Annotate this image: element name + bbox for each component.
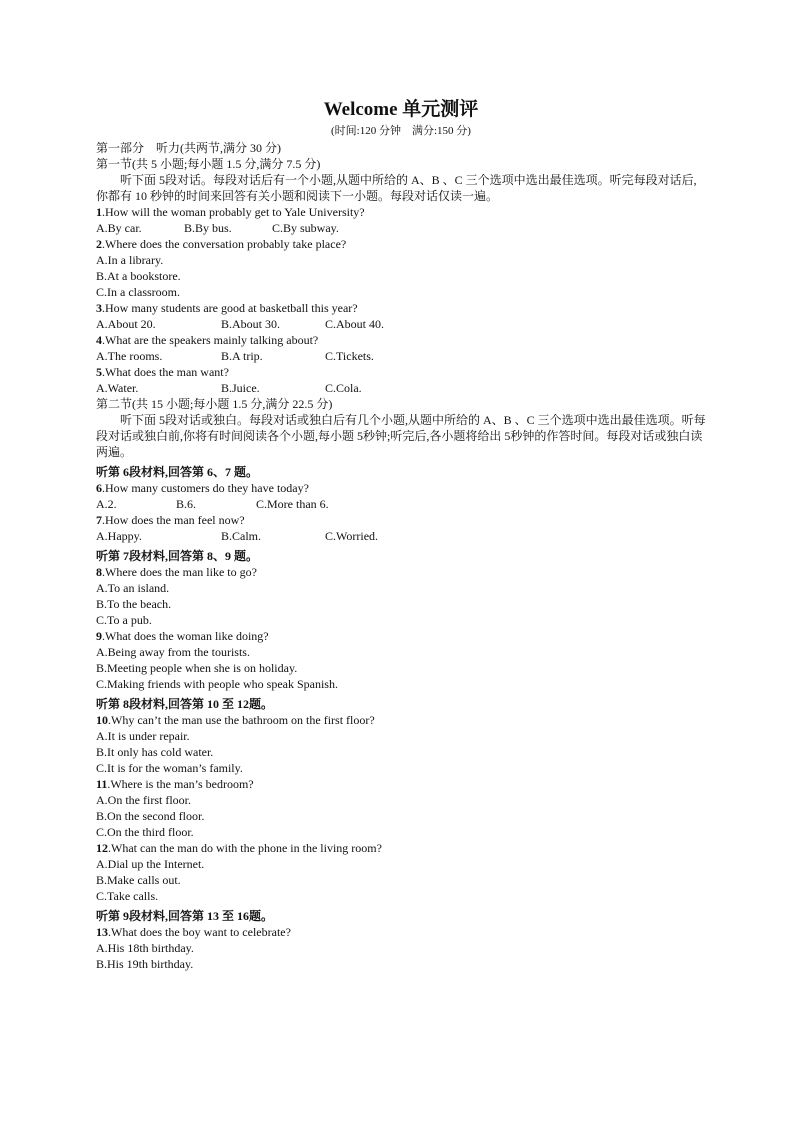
option-a[interactable]: A.2. xyxy=(96,497,117,511)
option-b[interactable]: B.6. xyxy=(176,497,197,511)
question-text: .Where is the man’s bedroom? xyxy=(107,777,254,791)
option-c[interactable]: C.About 40. xyxy=(325,317,385,331)
section2-instructions: 听下面 5段对话或独白。每段对话或独白后有几个小题,从题中所给的 A、B 、C 三个选项中选出最佳选项。听每段对话或独白前,你将有时间阅读各个小题,每小题 5秒钟;听完后,各小题将给出 5秒钟的作答时间。每段对话或独白读两遍。 xyxy=(96,413,706,459)
question-number: 8 xyxy=(96,565,102,579)
question-text: .What does the woman like doing? xyxy=(102,629,269,643)
question-text: .How will the woman probably get to Yale University? xyxy=(102,205,365,219)
material-heading: 听第 6段材料,回答第 6、7 题。 xyxy=(96,465,259,479)
question-number: 7 xyxy=(96,513,102,527)
material-heading: 听第 9段材料,回答第 13 至 16题。 xyxy=(96,909,274,923)
question-9 xyxy=(96,628,706,644)
question-number: 10 xyxy=(96,713,108,727)
question-text: .What are the speakers mainly talking about? xyxy=(102,333,319,347)
question-text: .How many customers do they have today? xyxy=(102,481,309,495)
option-b[interactable]: B.It only has cold water. xyxy=(96,745,214,759)
option-b[interactable]: B.Juice. xyxy=(221,381,260,395)
option-a[interactable]: A.In a library. xyxy=(96,253,164,267)
question-number: 9 xyxy=(96,629,102,643)
option-c[interactable]: C.Cola. xyxy=(325,381,362,395)
option-b[interactable]: B.At a bookstore. xyxy=(96,269,181,283)
question-2 xyxy=(96,236,706,252)
option-c[interactable]: C.Tickets. xyxy=(325,349,374,363)
question-number: 13 xyxy=(96,925,108,939)
option-a[interactable]: A.Being away from the tourists. xyxy=(96,645,250,659)
option-c[interactable]: C.More than 6. xyxy=(256,497,329,511)
option-b[interactable]: B.His 19th birthday. xyxy=(96,957,194,971)
exam-page xyxy=(96,98,706,972)
options-4 xyxy=(96,348,706,364)
section1-instructions: 听下面 5段对话。每段对话后有一个小题,从题中所给的 A、B 、C 三个选项中选出最佳选项。听完每段对话后,你都有 10 秒钟的时间来回答有关小题和阅读下一小题。每段对话仅读一遍。 xyxy=(96,173,697,203)
option-c[interactable]: C.Making friends with people who speak Spanish. xyxy=(96,677,338,691)
question-number: 5 xyxy=(96,365,102,379)
question-number: 3 xyxy=(96,301,102,315)
question-text: .Where does the man like to go? xyxy=(102,565,257,579)
options-7 xyxy=(96,528,706,544)
option-b[interactable]: B.By bus. xyxy=(184,221,232,235)
question-4 xyxy=(96,332,706,348)
option-a[interactable]: A.Dial up the Internet. xyxy=(96,857,205,871)
question-11 xyxy=(96,776,706,792)
option-b[interactable]: B.About 30. xyxy=(221,317,281,331)
options-6 xyxy=(96,496,706,512)
question-number: 2 xyxy=(96,237,102,251)
option-a[interactable]: A.On the first floor. xyxy=(96,793,191,807)
option-a[interactable]: A.The rooms. xyxy=(96,349,163,363)
options-5 xyxy=(96,380,706,396)
material-heading: 听第 8段材料,回答第 10 至 12题。 xyxy=(96,697,274,711)
question-text: .Why can’t the man use the bathroom on the first floor? xyxy=(108,713,375,727)
question-6 xyxy=(96,480,706,496)
material-heading: 听第 7段材料,回答第 8、9 题。 xyxy=(96,549,259,563)
option-a[interactable]: A.Water. xyxy=(96,381,139,395)
option-a[interactable]: A.His 18th birthday. xyxy=(96,941,194,955)
question-text: .How does the man feel now? xyxy=(102,513,245,527)
question-5 xyxy=(96,364,706,380)
question-10 xyxy=(96,712,706,728)
question-7 xyxy=(96,512,706,528)
option-c[interactable]: C.Take calls. xyxy=(96,889,159,903)
question-1 xyxy=(96,204,706,220)
question-number: 4 xyxy=(96,333,102,347)
question-3 xyxy=(96,300,706,316)
exam-info: (时间:120 分钟 满分:150 分) xyxy=(331,125,471,137)
option-b[interactable]: B.Make calls out. xyxy=(96,873,181,887)
options-1 xyxy=(96,220,706,236)
option-c[interactable]: C.By subway. xyxy=(272,221,339,235)
option-a[interactable]: A.It is under repair. xyxy=(96,729,190,743)
option-c[interactable]: C.To a pub. xyxy=(96,613,152,627)
page-title: Welcome 单元测评 xyxy=(323,99,479,120)
question-12 xyxy=(96,840,706,856)
option-b[interactable]: B.Calm. xyxy=(221,529,262,543)
option-a[interactable]: A.About 20. xyxy=(96,317,156,331)
option-b[interactable]: B.A trip. xyxy=(221,349,263,363)
question-8 xyxy=(96,564,706,580)
option-b[interactable]: B.To the beach. xyxy=(96,597,172,611)
question-text: .Where does the conversation probably take place? xyxy=(102,237,347,251)
question-number: 11 xyxy=(96,777,108,791)
section2-heading: 第二节(共 15 小题;每小题 1.5 分,满分 22.5 分) xyxy=(96,397,333,411)
question-text: .What does the man want? xyxy=(102,365,229,379)
part-heading: 第一部分 听力(共两节,满分 30 分) xyxy=(96,141,281,155)
section1-heading: 第一节(共 5 小题;每小题 1.5 分,满分 7.5 分) xyxy=(96,157,321,171)
question-number: 1 xyxy=(96,205,102,219)
question-number: 6 xyxy=(96,481,102,495)
option-c[interactable]: C.On the third floor. xyxy=(96,825,194,839)
option-a[interactable]: A.To an island. xyxy=(96,581,170,595)
question-text: .What does the boy want to celebrate? xyxy=(108,925,291,939)
option-c[interactable]: C.Worried. xyxy=(325,529,379,543)
option-a[interactable]: A.By car. xyxy=(96,221,142,235)
question-13 xyxy=(96,924,706,940)
option-b[interactable]: B.On the second floor. xyxy=(96,809,205,823)
option-c[interactable]: C.It is for the woman’s family. xyxy=(96,761,243,775)
option-a[interactable]: A.Happy. xyxy=(96,529,142,543)
question-text: .How many students are good at basketball this year? xyxy=(102,301,358,315)
question-text: .What can the man do with the phone in the living room? xyxy=(108,841,382,855)
question-number: 12 xyxy=(96,841,108,855)
options-3 xyxy=(96,316,706,332)
option-c[interactable]: C.In a classroom. xyxy=(96,285,180,299)
option-b[interactable]: B.Meeting people when she is on holiday. xyxy=(96,661,298,675)
